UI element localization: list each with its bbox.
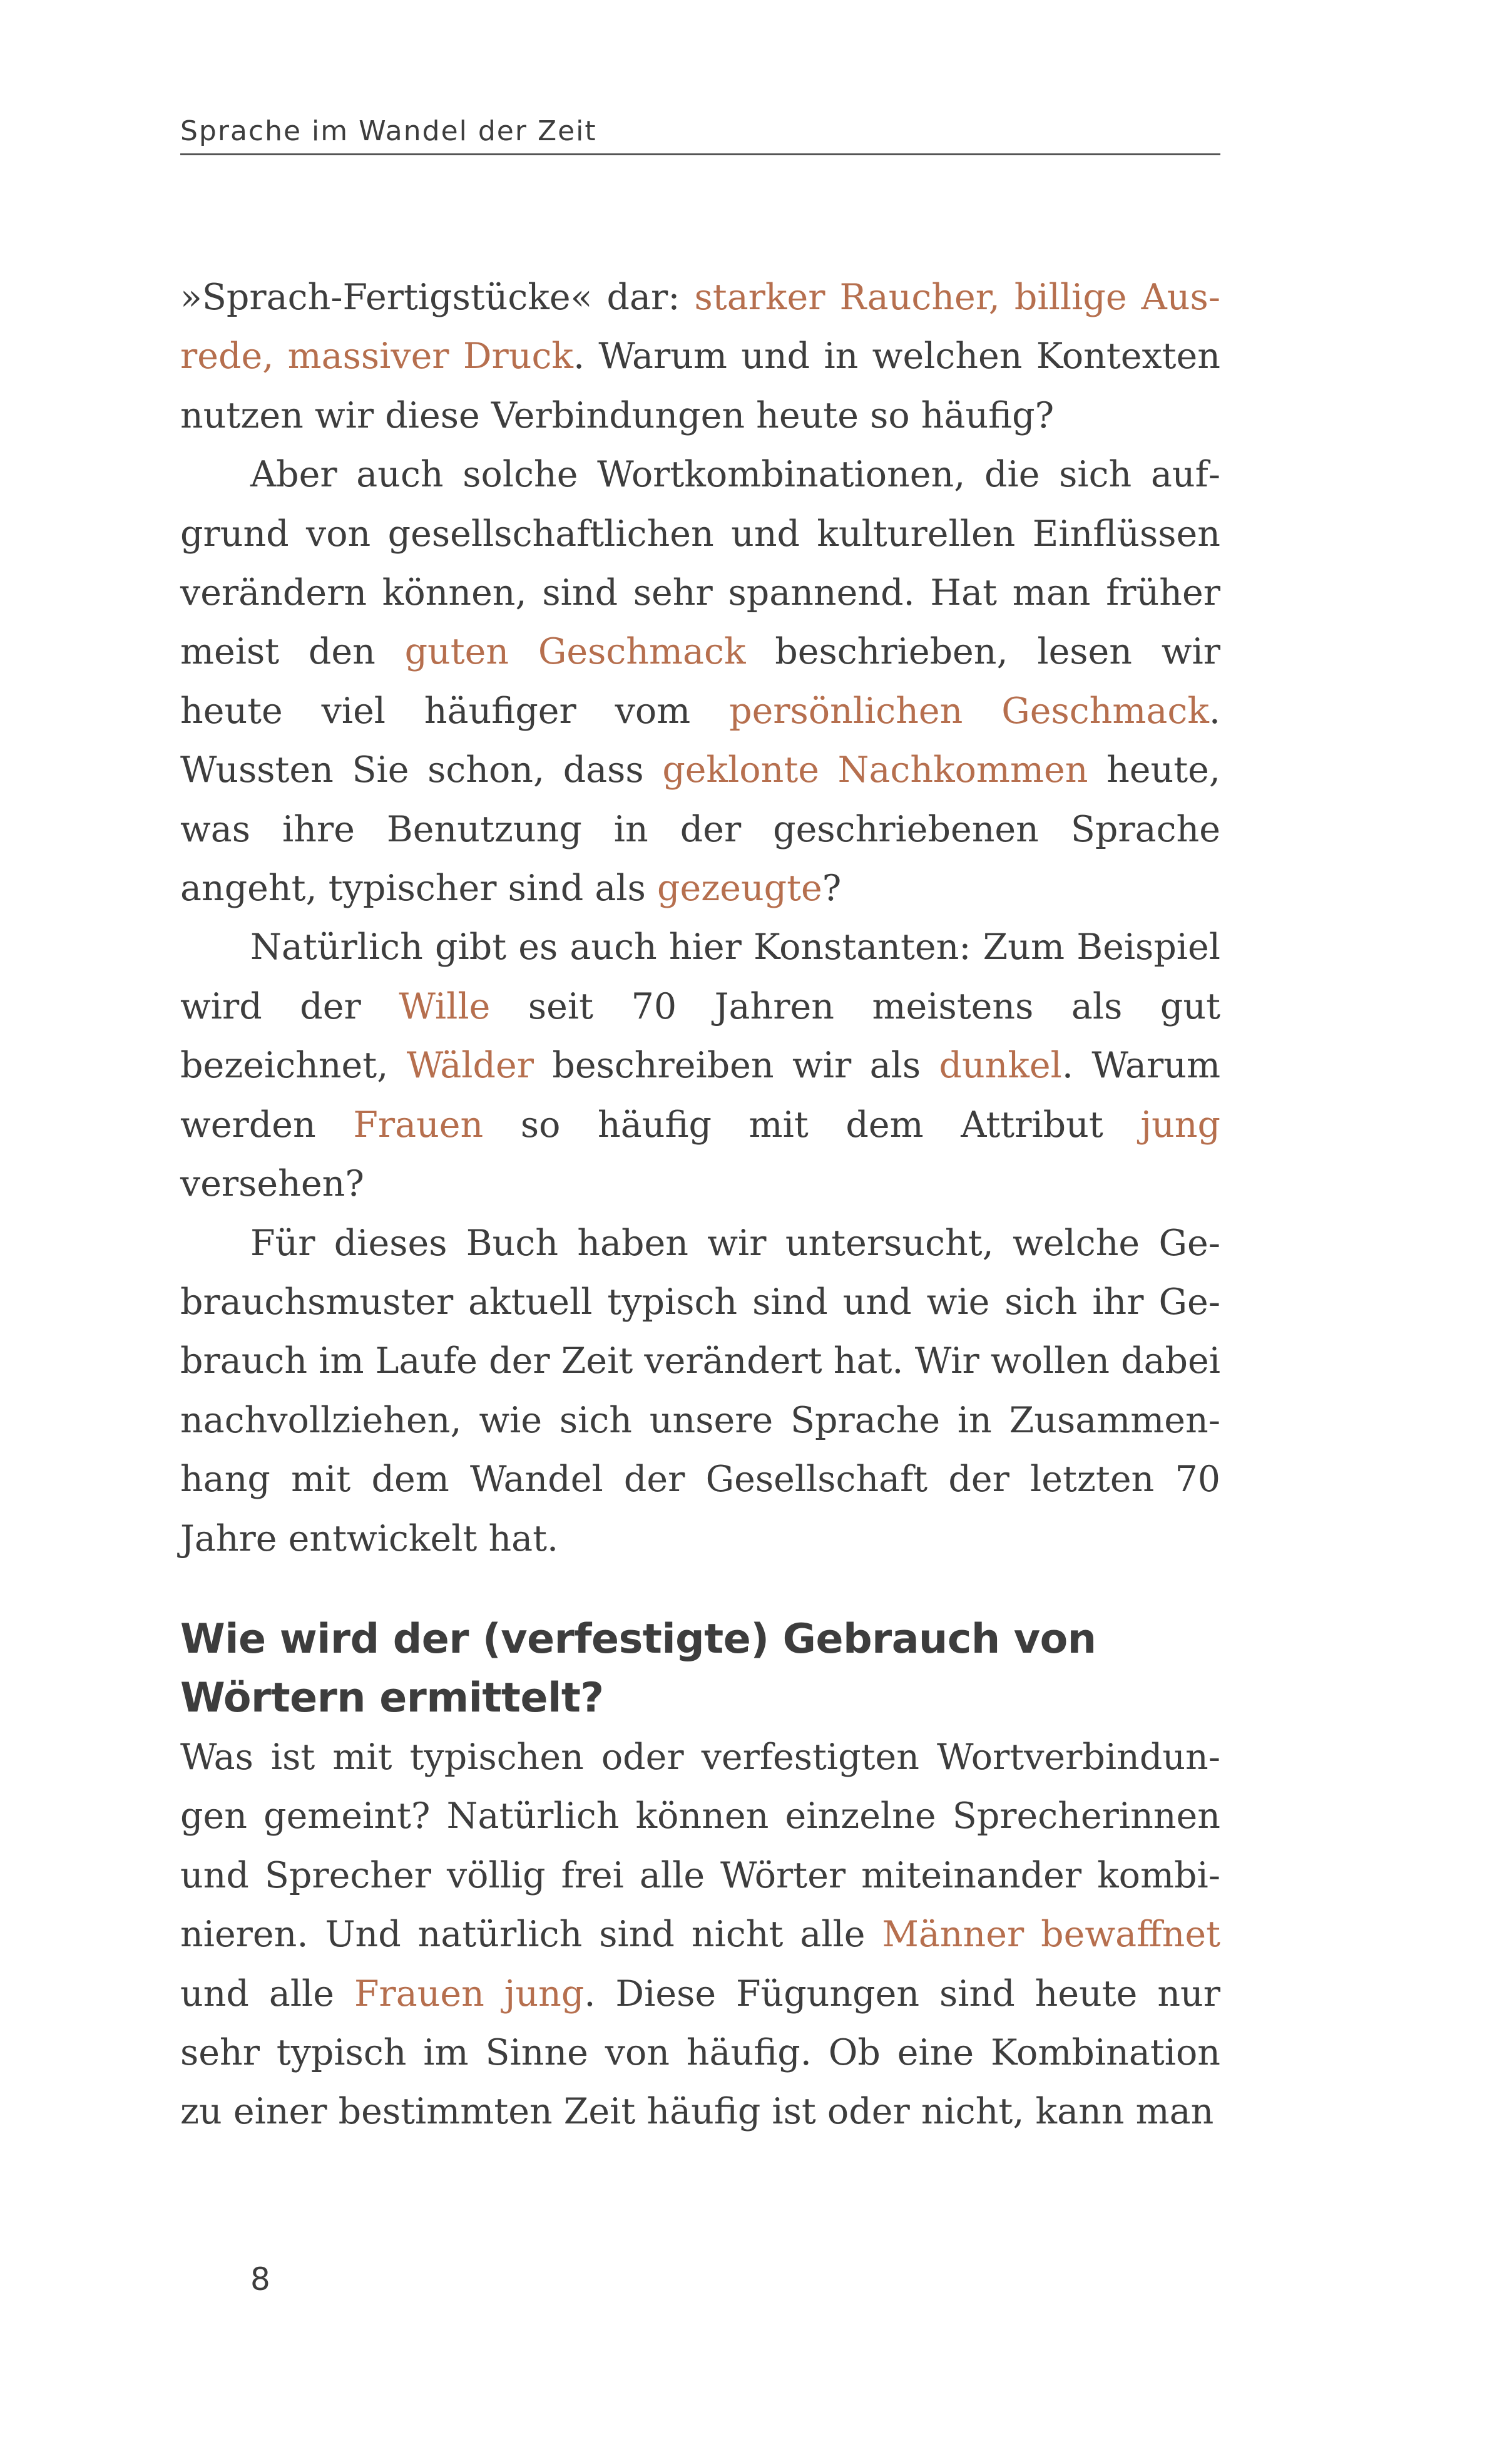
text-run: »Sprach-Fertigstücke« dar:: [180, 277, 695, 318]
highlighted-phrase: dunkel: [939, 1045, 1062, 1087]
section: [180, 1610, 1220, 2142]
section-heading: Wie wird der (verfestigte) Gebrauch von Wörtern ermittelt?: [180, 1616, 1096, 1722]
text-run: seit 70 Jahren meistens als gut bezeichnet,: [180, 985, 1221, 1087]
text-run: beschrieben, lesen wir heute viel häufiger vom: [180, 631, 1221, 732]
text-run: heute, was ihre Benutzung in der geschriebenen Sprache angeht, typischer sind als: [180, 749, 1221, 910]
highlighted-phrase: Wille: [399, 985, 491, 1027]
highlighted-phrase: Wälder: [406, 1045, 534, 1087]
text-run: Aber auch solche Wortkombinationen, die sich aufgrund von gesellschaftlichen und kulturellen Einflüssen verändern können, sind sehr spannend. Hat man früher meist den: [180, 454, 1220, 673]
paragraph: [180, 1214, 1220, 1568]
text-run: Für dieses Buch haben wir untersucht, welche Gebrauchsmuster aktuell typisch sind und wie sich ihr Gebrauch im Laufe der Zeit verändert hat. Wir wollen dabei nachvollziehen, wie sich unsere Sprache in Zusammenhang mit dem Wandel der Gesellschaft der letzten 70 Jahre entwickelt hat.: [180, 1222, 1220, 1559]
text-run: Natürlich gibt es auch hier Konstanten: Zum Beispiel wird der: [180, 927, 1220, 1027]
text-run: und alle: [180, 1973, 354, 2015]
section-paragraph: [180, 1728, 1220, 2142]
highlighted-phrase: Frauen jung: [354, 1973, 585, 2015]
paragraph: [180, 445, 1220, 918]
highlighted-phrase: persönlichen Geschmack: [729, 690, 1209, 732]
highlighted-phrase: jung: [1140, 1104, 1220, 1146]
highlighted-phrase: starker Raucher, billige Ausrede, massiver Druck: [180, 277, 1220, 377]
paragraph: [180, 268, 1220, 445]
text-run: versehen?: [180, 1163, 364, 1205]
text-run: so häufig mit dem Attribut: [483, 1104, 1141, 1146]
text-run: ?: [822, 868, 842, 910]
highlighted-phrase: guten Geschmack: [404, 631, 746, 673]
highlighted-phrase: geklonte Nachkommen: [662, 749, 1088, 791]
highlighted-phrase: gezeugte: [656, 868, 822, 910]
text-run: . Wussten Sie schon, dass: [180, 690, 1220, 791]
text-run: . Diese Fügungen sind heute nur sehr typisch im Sinne von häufig. Ob eine Kombination zu einer bestimmten Zeit häufig ist oder nicht, kann man: [180, 1973, 1220, 2133]
text-run: Was ist mit typischen oder verfestigten Wortverbindungen gemeint? Natürlich können einzelne Sprecherinnen und Sprecher völlig frei alle Wörter miteinander kombinieren. Und natürlich sind nicht alle: [180, 1737, 1220, 1956]
header-rule: [180, 153, 1220, 155]
text-run: . Warum und in welchen Kontexten nutzen wir diese Verbindungen heute so häufig?: [180, 336, 1220, 436]
text-run: beschreiben wir als: [534, 1045, 939, 1087]
text-run: . Warum werden: [180, 1045, 1220, 1146]
paragraph: [180, 918, 1220, 1213]
highlighted-phrase: Männer bewaffnet: [882, 1914, 1220, 1956]
body-text: [180, 268, 1220, 1568]
highlighted-phrase: Frauen: [353, 1104, 484, 1146]
running-head: Sprache im Wandel der Zeit: [180, 115, 597, 147]
page-number: 8: [250, 2261, 270, 2297]
